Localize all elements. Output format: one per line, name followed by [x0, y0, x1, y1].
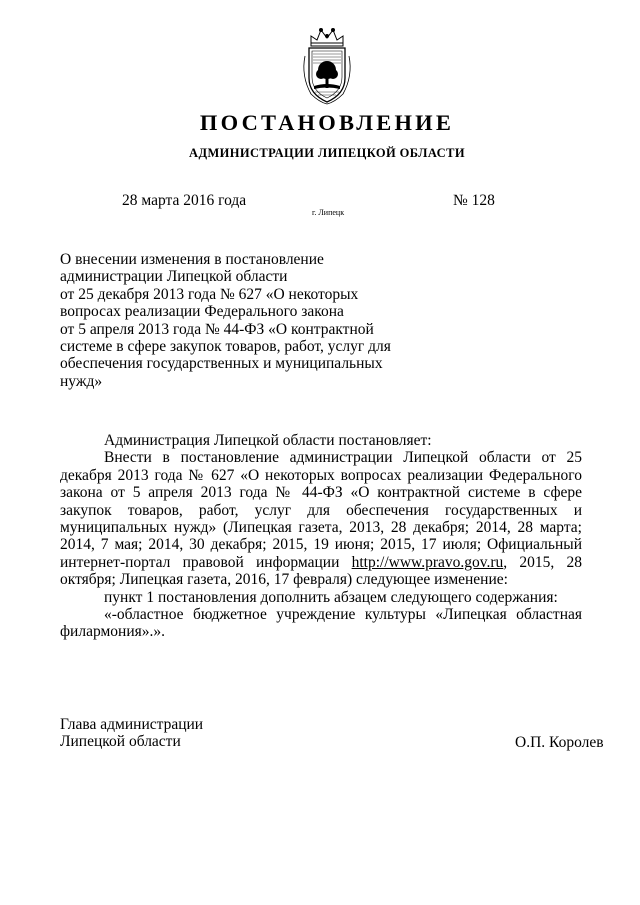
subject-line: администрации Липецкой области — [60, 268, 288, 286]
document-title: ПОСТАНОВЛЕНИЕ — [199, 110, 455, 135]
item-text: «-областное бюджетное учреждение культуры «Липецкая областная филармония».». — [60, 606, 582, 641]
subject-line: нужд» — [60, 372, 103, 390]
main-paragraph-text-end: , 2015, 28 октября; Липецкая газета, 2016, 17 февраля) следующее изменение: — [60, 553, 583, 589]
coat-of-arms-icon — [297, 26, 357, 106]
signatory-position — [60, 716, 203, 751]
subject-line: обеспечения государственных и муниципальных — [60, 355, 383, 373]
subject-line: системе в сфере закупок товаров, работ, услуг для — [60, 338, 391, 356]
signatory-position-line: Глава администрации — [60, 716, 204, 733]
item-intro: пункт 1 постановления дополнить абзацем следующего содержания: — [104, 588, 558, 606]
subject-line: от 25 декабря 2013 года № 627 «О некоторых — [60, 285, 359, 303]
subject-line: вопросах реализации Федерального закона — [60, 303, 344, 321]
document-subtitle: АДМИНИСТРАЦИИ ЛИПЕЦКОЙ ОБЛАСТИ — [189, 146, 465, 160]
document-place: г. Липецк — [312, 208, 345, 217]
signatory-name: О.П. Королев — [515, 734, 604, 751]
pravo-link[interactable]: http://www.pravo.gov.ru — [351, 553, 504, 571]
main-paragraph-text: Внести в постановление администрации Липецкой области от 25 декабря 2013 года № 627 «О некоторых вопросах реализации Федерального закона от 5 апреля 2013 года № 44-ФЗ «О контрактной системе в сфере закупок товаров, работ, услуг для обеспечения государственных и муниципальных нужд» (Липецкая газета, 2013, 28 декабря; 2014, 28 марта; 2014, 7 мая; 2014, 30 декабря; 2015, 19 июня; 2015, 17 июля; Официальный интернет-портал правовой информации — [60, 449, 582, 571]
signatory-position-line: Липецкой области — [60, 733, 181, 751]
main-paragraph — [60, 449, 582, 588]
document-number: № 128 — [453, 192, 495, 209]
preamble: Администрация Липецкой области постановляет: — [104, 432, 432, 449]
subject-line: О внесении изменения в постановление — [60, 251, 324, 268]
document-body — [60, 432, 582, 641]
subject-line: от 5 апреля 2013 года № 44-ФЗ «О контрактной — [60, 320, 374, 338]
document-subject — [60, 251, 400, 390]
document-date: 28 марта 2016 года — [122, 192, 247, 209]
